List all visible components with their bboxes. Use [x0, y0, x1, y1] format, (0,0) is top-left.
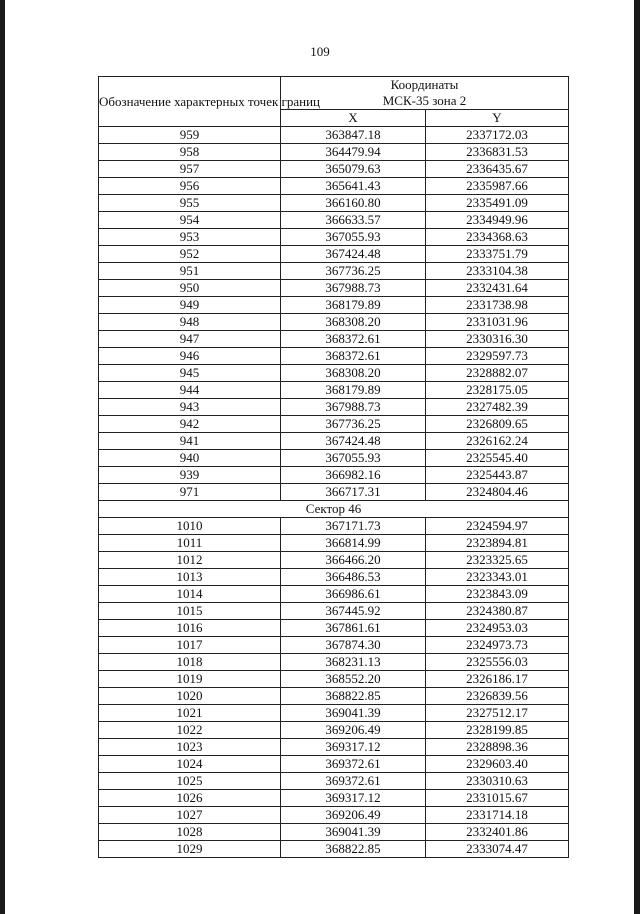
y-coordinate-cell: 2325443.87 [426, 467, 569, 484]
point-id-cell: 1022 [99, 722, 281, 739]
y-coordinate-cell: 2325556.03 [426, 654, 569, 671]
y-coordinate-cell: 2337172.03 [426, 127, 569, 144]
coordinates-table [98, 76, 569, 858]
x-coordinate-cell: 368308.20 [281, 314, 426, 331]
point-id-cell: 1014 [99, 586, 281, 603]
table-row [99, 807, 569, 824]
point-id-cell: 941 [99, 433, 281, 450]
table-row [99, 484, 569, 501]
point-id-cell: 1018 [99, 654, 281, 671]
x-coordinate-cell: 366160.80 [281, 195, 426, 212]
x-coordinate-cell: 369206.49 [281, 807, 426, 824]
y-coordinate-cell: 2324953.03 [426, 620, 569, 637]
x-coordinate-cell: 369372.61 [281, 756, 426, 773]
point-id-cell: 945 [99, 365, 281, 382]
x-coordinate-cell: 367055.93 [281, 450, 426, 467]
point-id-cell: 1027 [99, 807, 281, 824]
point-id-cell: 939 [99, 467, 281, 484]
y-coordinate-cell: 2334949.96 [426, 212, 569, 229]
table-row [99, 790, 569, 807]
x-coordinate-cell: 367171.73 [281, 518, 426, 535]
table-row [99, 535, 569, 552]
table-row [99, 433, 569, 450]
x-coordinate-cell: 368822.85 [281, 841, 426, 858]
x-coordinate-cell: 366986.61 [281, 586, 426, 603]
y-coordinate-cell: 2323343.01 [426, 569, 569, 586]
table-row [99, 399, 569, 416]
header-y: Y [426, 110, 569, 127]
x-coordinate-cell: 367988.73 [281, 280, 426, 297]
table-row [99, 773, 569, 790]
point-id-cell: 1029 [99, 841, 281, 858]
y-coordinate-cell: 2325545.40 [426, 450, 569, 467]
table-header [99, 77, 569, 127]
table-row [99, 518, 569, 535]
table-row [99, 756, 569, 773]
point-id-cell: 955 [99, 195, 281, 212]
y-coordinate-cell: 2323325.65 [426, 552, 569, 569]
y-coordinate-cell: 2327512.17 [426, 705, 569, 722]
point-id-cell: 1026 [99, 790, 281, 807]
y-coordinate-cell: 2323843.09 [426, 586, 569, 603]
x-coordinate-cell: 368179.89 [281, 382, 426, 399]
table-row [99, 467, 569, 484]
point-id-cell: 942 [99, 416, 281, 433]
table-row [99, 654, 569, 671]
point-id-cell: 953 [99, 229, 281, 246]
scan-border-right [634, 0, 640, 914]
table-body-a [99, 127, 569, 501]
x-coordinate-cell: 366633.57 [281, 212, 426, 229]
table-row [99, 450, 569, 467]
table-row [99, 280, 569, 297]
point-id-cell: 1020 [99, 688, 281, 705]
point-id-cell: 1015 [99, 603, 281, 620]
point-id-cell: 949 [99, 297, 281, 314]
x-coordinate-cell: 368552.20 [281, 671, 426, 688]
y-coordinate-cell: 2323894.81 [426, 535, 569, 552]
table-row [99, 722, 569, 739]
sector-section [99, 501, 569, 518]
table-row [99, 314, 569, 331]
point-id-cell: 1023 [99, 739, 281, 756]
table-row [99, 297, 569, 314]
point-id-cell: 946 [99, 348, 281, 365]
x-coordinate-cell: 365079.63 [281, 161, 426, 178]
table-row [99, 586, 569, 603]
table-row [99, 212, 569, 229]
table-row [99, 705, 569, 722]
y-coordinate-cell: 2324380.87 [426, 603, 569, 620]
x-coordinate-cell: 367445.92 [281, 603, 426, 620]
y-coordinate-cell: 2336435.67 [426, 161, 569, 178]
table-row [99, 348, 569, 365]
x-coordinate-cell: 369372.61 [281, 773, 426, 790]
point-id-cell: 948 [99, 314, 281, 331]
y-coordinate-cell: 2324973.73 [426, 637, 569, 654]
table-row [99, 144, 569, 161]
y-coordinate-cell: 2329597.73 [426, 348, 569, 365]
header-coordinates [281, 77, 569, 110]
y-coordinate-cell: 2333751.79 [426, 246, 569, 263]
point-id-cell: 1019 [99, 671, 281, 688]
x-coordinate-cell: 367861.61 [281, 620, 426, 637]
x-coordinate-cell: 368372.61 [281, 348, 426, 365]
x-coordinate-cell: 367988.73 [281, 399, 426, 416]
table-row [99, 161, 569, 178]
table-row [99, 620, 569, 637]
x-coordinate-cell: 366814.99 [281, 535, 426, 552]
point-id-cell: 943 [99, 399, 281, 416]
y-coordinate-cell: 2330316.30 [426, 331, 569, 348]
point-id-cell: 1017 [99, 637, 281, 654]
y-coordinate-cell: 2326186.17 [426, 671, 569, 688]
y-coordinate-cell: 2331031.96 [426, 314, 569, 331]
table-row [99, 195, 569, 212]
y-coordinate-cell: 2333104.38 [426, 263, 569, 280]
table-row [99, 688, 569, 705]
table-row [99, 365, 569, 382]
y-coordinate-cell: 2326839.56 [426, 688, 569, 705]
table-row [99, 263, 569, 280]
point-id-cell: 952 [99, 246, 281, 263]
table-row [99, 331, 569, 348]
point-id-cell: 1012 [99, 552, 281, 569]
x-coordinate-cell: 368822.85 [281, 688, 426, 705]
x-coordinate-cell: 363847.18 [281, 127, 426, 144]
x-coordinate-cell: 366466.20 [281, 552, 426, 569]
table-row [99, 637, 569, 654]
point-id-cell: 947 [99, 331, 281, 348]
x-coordinate-cell: 366717.31 [281, 484, 426, 501]
header-coordinates-title: Координаты [390, 77, 459, 92]
y-coordinate-cell: 2333074.47 [426, 841, 569, 858]
x-coordinate-cell: 368231.13 [281, 654, 426, 671]
table-row [99, 841, 569, 858]
sector-label: Сектор 46 [99, 501, 569, 518]
x-coordinate-cell: 369041.39 [281, 705, 426, 722]
point-id-cell: 1016 [99, 620, 281, 637]
x-coordinate-cell: 369317.12 [281, 739, 426, 756]
x-coordinate-cell: 368179.89 [281, 297, 426, 314]
table-row [99, 178, 569, 195]
sector-row [99, 501, 569, 518]
x-coordinate-cell: 367424.48 [281, 433, 426, 450]
x-coordinate-cell: 365641.43 [281, 178, 426, 195]
table-row [99, 824, 569, 841]
point-id-cell: 1025 [99, 773, 281, 790]
y-coordinate-cell: 2331714.18 [426, 807, 569, 824]
point-id-cell: 944 [99, 382, 281, 399]
point-id-cell: 956 [99, 178, 281, 195]
x-coordinate-cell: 368308.20 [281, 365, 426, 382]
x-coordinate-cell: 364479.94 [281, 144, 426, 161]
point-id-cell: 950 [99, 280, 281, 297]
table-row [99, 671, 569, 688]
y-coordinate-cell: 2326162.24 [426, 433, 569, 450]
table-row [99, 246, 569, 263]
table-row [99, 603, 569, 620]
page-number: 109 [310, 44, 330, 59]
y-coordinate-cell: 2336831.53 [426, 144, 569, 161]
x-coordinate-cell: 368372.61 [281, 331, 426, 348]
point-id-cell: 1011 [99, 535, 281, 552]
x-coordinate-cell: 367424.48 [281, 246, 426, 263]
y-coordinate-cell: 2331015.67 [426, 790, 569, 807]
x-coordinate-cell: 369206.49 [281, 722, 426, 739]
x-coordinate-cell: 366486.53 [281, 569, 426, 586]
y-coordinate-cell: 2324804.46 [426, 484, 569, 501]
y-coordinate-cell: 2332431.64 [426, 280, 569, 297]
table-row [99, 416, 569, 433]
x-coordinate-cell: 369317.12 [281, 790, 426, 807]
header-point-designation: Обозначение характерных точек границ [99, 77, 281, 127]
point-id-cell: 1013 [99, 569, 281, 586]
y-coordinate-cell: 2335491.09 [426, 195, 569, 212]
table-row [99, 569, 569, 586]
y-coordinate-cell: 2327482.39 [426, 399, 569, 416]
y-coordinate-cell: 2328175.05 [426, 382, 569, 399]
point-id-cell: 940 [99, 450, 281, 467]
table-row [99, 739, 569, 756]
point-id-cell: 958 [99, 144, 281, 161]
y-coordinate-cell: 2328898.36 [426, 739, 569, 756]
table-row [99, 127, 569, 144]
y-coordinate-cell: 2328882.07 [426, 365, 569, 382]
scan-border-left [0, 0, 5, 914]
point-id-cell: 1021 [99, 705, 281, 722]
x-coordinate-cell: 367736.25 [281, 416, 426, 433]
y-coordinate-cell: 2326809.65 [426, 416, 569, 433]
y-coordinate-cell: 2324594.97 [426, 518, 569, 535]
point-id-cell: 951 [99, 263, 281, 280]
table-body-b [99, 518, 569, 858]
x-coordinate-cell: 366982.16 [281, 467, 426, 484]
header-x: X [281, 110, 426, 127]
point-id-cell: 971 [99, 484, 281, 501]
y-coordinate-cell: 2335987.66 [426, 178, 569, 195]
y-coordinate-cell: 2328199.85 [426, 722, 569, 739]
y-coordinate-cell: 2334368.63 [426, 229, 569, 246]
x-coordinate-cell: 367736.25 [281, 263, 426, 280]
table-row [99, 229, 569, 246]
point-id-cell: 1028 [99, 824, 281, 841]
x-coordinate-cell: 367874.30 [281, 637, 426, 654]
x-coordinate-cell: 367055.93 [281, 229, 426, 246]
y-coordinate-cell: 2329603.40 [426, 756, 569, 773]
y-coordinate-cell: 2331738.98 [426, 297, 569, 314]
y-coordinate-cell: 2332401.86 [426, 824, 569, 841]
header-coordinate-system: МСК-35 зона 2 [382, 93, 467, 108]
point-id-cell: 954 [99, 212, 281, 229]
point-id-cell: 1010 [99, 518, 281, 535]
table-row [99, 552, 569, 569]
point-id-cell: 1024 [99, 756, 281, 773]
point-id-cell: 957 [99, 161, 281, 178]
point-id-cell: 959 [99, 127, 281, 144]
y-coordinate-cell: 2330310.63 [426, 773, 569, 790]
table-row [99, 382, 569, 399]
x-coordinate-cell: 369041.39 [281, 824, 426, 841]
